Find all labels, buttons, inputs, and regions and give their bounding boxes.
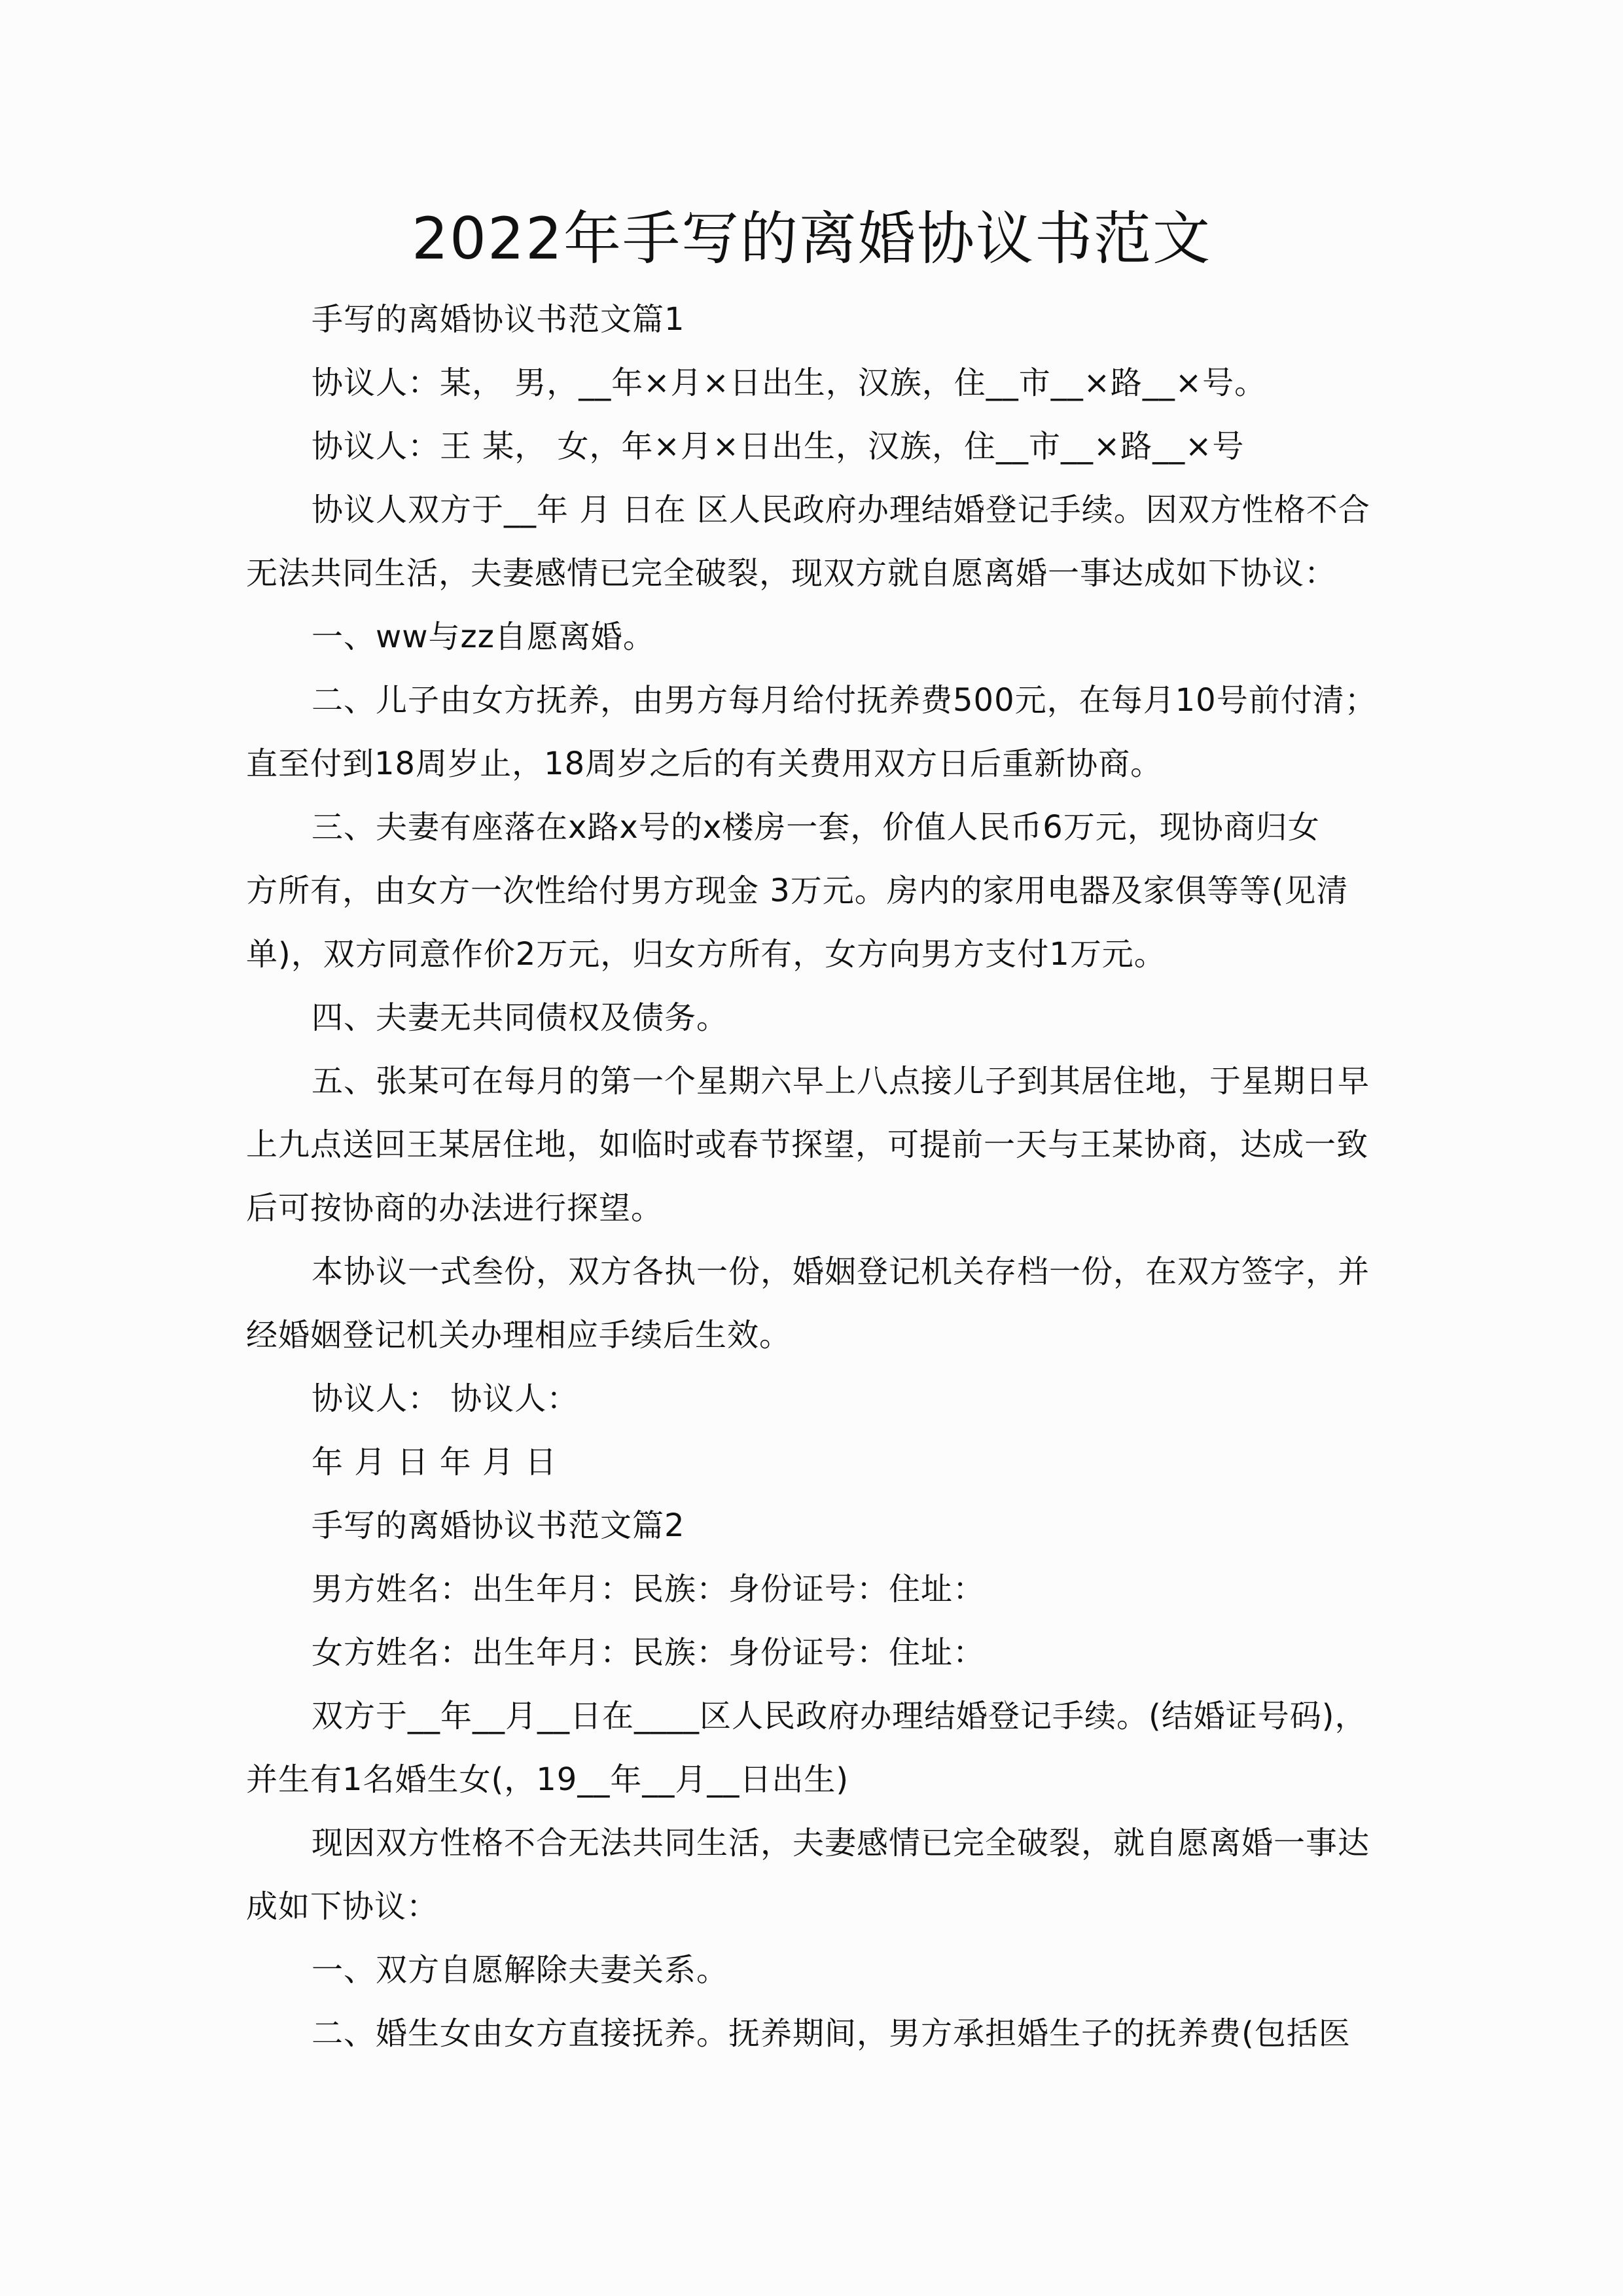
clause-3-line-2: 方所有，由女方一次性给付男方现金 3万元。房内的家用电器及家俱等等(见清 (246, 872, 1349, 909)
reason-line-2: 成如下协议： (246, 1888, 439, 1925)
document-body (246, 288, 1378, 2066)
document-title: 2022年手写的离婚协议书范文 (412, 205, 1211, 272)
party-2-line: 协议人：王 某， 女，年×月×日出生，汉族，住__市__×路__×号 (312, 428, 1245, 465)
clause-5-line-1: 五、张某可在每月的第一个星期六早上八点接儿子到其居住地，于星期日早 (312, 1063, 1370, 1100)
part2-clause-2: 二、婚生女由女方直接抚养。抚养期间，男方承担婚生子的抚养费(包括医 (312, 2015, 1351, 2052)
clause-3-line-3: 单)，双方同意作价2万元，归女方所有，女方向男方支付1万元。 (246, 936, 1166, 973)
clause-4: 四、夫妻无共同债权及债务。 (312, 999, 729, 1036)
clause-1: 一、ww与zz自愿离婚。 (312, 619, 655, 655)
clause-2-line-2: 直至付到18周岁止，18周岁之后的有关费用双方日后重新协商。 (246, 745, 1163, 782)
preamble-line-2: 无法共同生活，夫妻感情已完全破裂，现双方就自愿离婚一事达成如下协议： (246, 555, 1337, 592)
clause-5-line-3: 后可按协商的办法进行探望。 (246, 1190, 664, 1227)
signature-line: 协议人： 协议人： (312, 1380, 579, 1417)
clause-3-line-1: 三、夫妻有座落在x路x号的x楼房一套，价值人民币6万元，现协商归女 (312, 809, 1320, 846)
validity-line-1: 本协议一式叁份，双方各执一份，婚姻登记机关存档一份，在双方签字，并 (312, 1253, 1370, 1290)
marriage-registration-line-2: 并生有1名婚生女(，19__年__月__日出生) (246, 1761, 849, 1798)
part2-clause-1: 一、双方自愿解除夫妻关系。 (312, 1952, 729, 1988)
section-heading-2: 手写的离婚协议书范文篇2 (312, 1507, 685, 1544)
clause-2-line-1: 二、儿子由女方抚养，由男方每月给付抚养费500元，在每月10号前付清； (312, 682, 1377, 719)
validity-line-2: 经婚姻登记机关办理相应手续后生效。 (246, 1317, 792, 1354)
marriage-registration-line-1: 双方于__年__月__日在____区人民政府办理结婚登记手续。(结婚证号码)， (312, 1698, 1367, 1734)
male-info-line: 男方姓名：出生年月：民族：身份证号：住址： (312, 1571, 986, 1607)
clause-5-line-2: 上九点送回王某居住地，如临时或春节探望，可提前一天与王某协商，达成一致 (246, 1126, 1369, 1163)
reason-line-1: 现因双方性格不合无法共同生活，夫妻感情已完全破裂，就自愿离婚一事达 (312, 1825, 1370, 1861)
female-info-line: 女方姓名：出生年月：民族：身份证号：住址： (312, 1634, 986, 1671)
party-1-line: 协议人：某， 男，__年×月×日出生，汉族，住__市__×路__×号。 (312, 365, 1267, 401)
signature-date-line: 年 月 日 年 月 日 (312, 1444, 558, 1480)
preamble-line-1: 协议人双方于__年 月 日在 区人民政府办理结婚登记手续。因双方性格不合 (312, 492, 1370, 528)
section-heading-1: 手写的离婚协议书范文篇1 (312, 301, 685, 338)
